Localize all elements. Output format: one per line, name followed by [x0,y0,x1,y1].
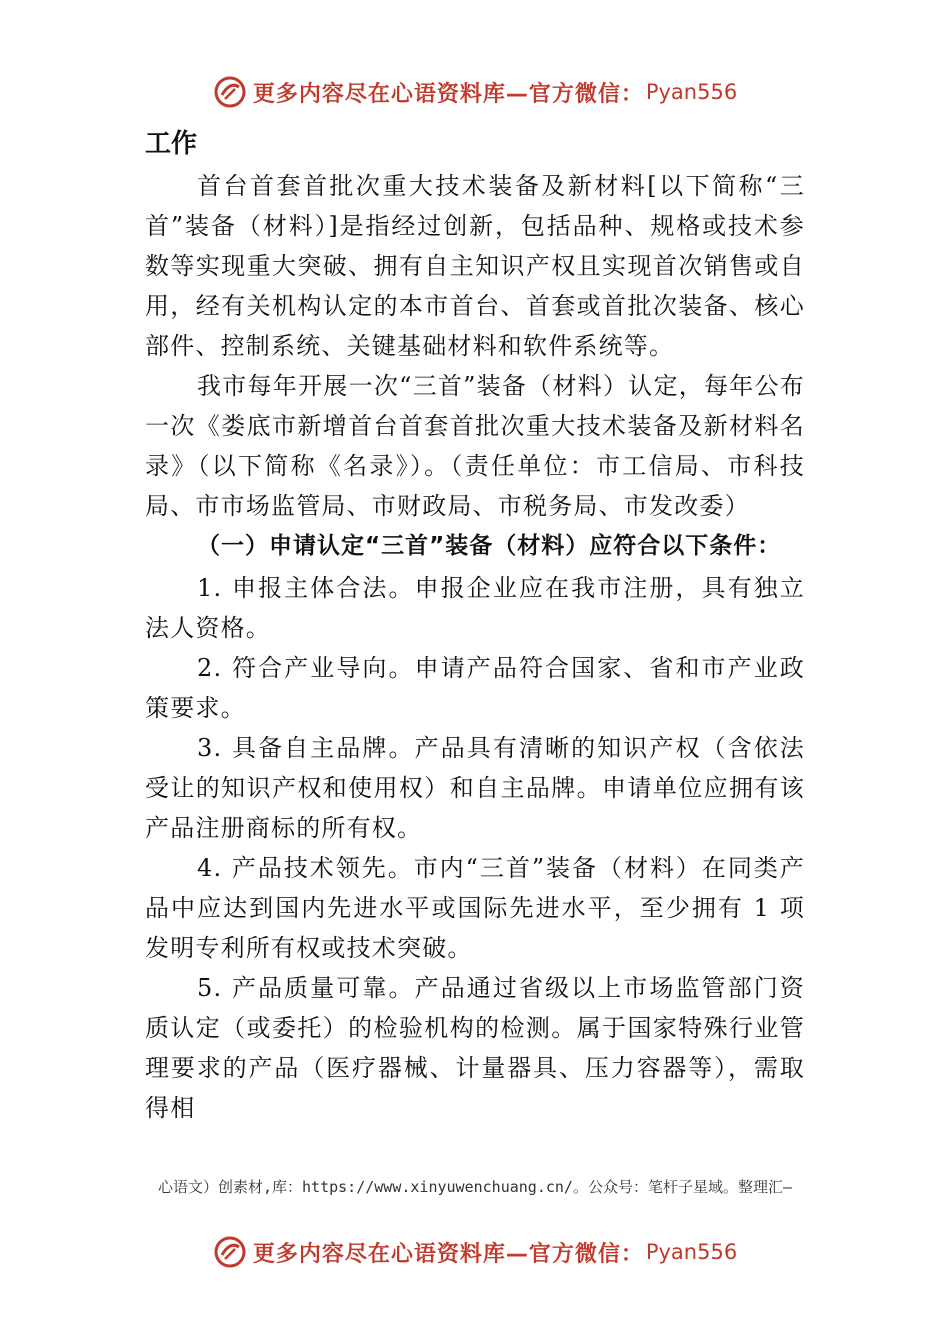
banner-wechat-id: Pyan556 [645,1240,738,1264]
condition-item-3: 3. 具备自主品牌。产品具有清晰的知识产权（含依法受让的知识产权和使用权）和自主品牌。申请单位应拥有该产品注册商标的所有权。 [145,734,805,842]
intro-paragraph-2: 我市每年开展一次“三首”装备（材料）认定，每年公布一次《娄底市新增首台首套首批次重大技术装备及新材料名录》（以下简称《名录》）。（责任单位：市工信局、市科技局、市市场监管局、市财政局、市税务局、市发改委） [145,372,805,520]
footer-banner [0,1230,950,1274]
banner-text: 更多内容尽在心语资料库—官方微信： [252,81,644,107]
condition-item-1: 1. 申报主体合法。申报企业应在我市注册，具有独立法人资格。 [145,574,805,642]
condition-item-4: 4. 产品技术领先。市内“三首”装备（材料）在同类产品中应达到国内先进水平或国际先进水平，至少拥有 1 项发明专利所有权或技术突破。 [145,854,805,962]
header-banner [0,70,950,114]
condition-item-2: 2. 符合产业导向。申请产品符合国家、省和市产业政策要求。 [145,654,805,722]
brand-logo-icon [213,1235,247,1269]
brand-logo-icon [213,75,247,109]
condition-item-5: 5. 产品质量可靠。产品通过省级以上市场监管部门资质认定（或委托）的检验机构的检测。属于国家特殊行业管理要求的产品（医疗器械、计量器具、压力容器等），需取得相 [145,974,805,1122]
banner-text: 更多内容尽在心语资料库—官方微信： [252,1241,644,1267]
intro-paragraph-1: 首台首套首批次重大技术装备及新材料[以下简称“三首”装备（材料）]是指经过创新，包括品种、规格或技术参数等实现重大突破、拥有自主知识产权且实现首次销售或自用，经有关机构认定的本市首台、首套或首批次装备、核心部件、控制系统、关键基础材料和软件系统等。 [145,172,805,360]
conditions-subheading: （一）申请认定“三首”装备（材料）应符合以下条件： [197,533,782,559]
document-body [145,122,805,1128]
banner-wechat-id: Pyan556 [645,80,738,104]
section-heading: 工作 [145,129,198,159]
footer-source-note: 心语文）创素材,库：https://www.xinyuwenchuang.cn/。公众号：笔杆子星域。整理汇— [158,1178,792,1196]
